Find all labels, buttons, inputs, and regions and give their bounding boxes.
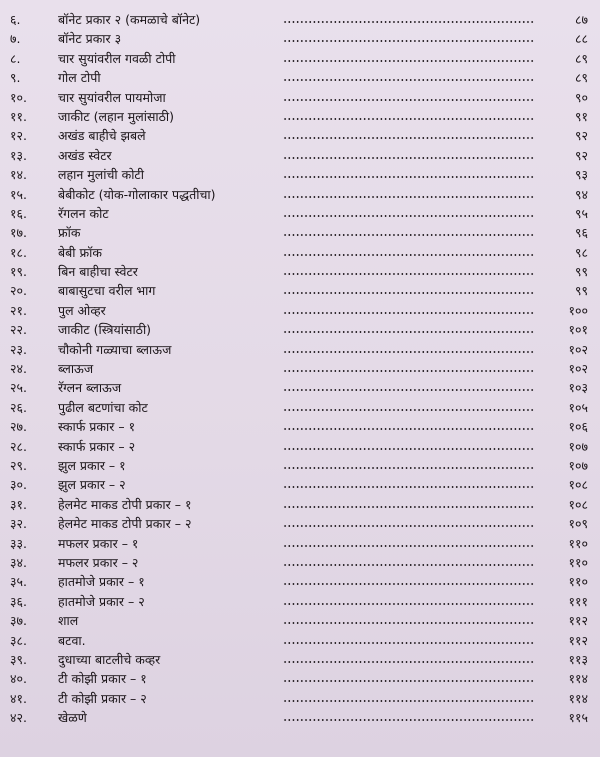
entry-title: अखंड स्वेटर (58, 147, 112, 163)
entry-number: २०. (10, 283, 27, 299)
entry-number: ३०. (10, 477, 27, 493)
entry-page-number: ८८ (574, 31, 588, 47)
entry-title: जाकीट (स्त्रियांसाठी) (58, 322, 152, 338)
dot-leader (283, 60, 535, 62)
toc-entry (0, 592, 600, 611)
dot-leader (283, 331, 535, 333)
toc-entry (0, 243, 600, 262)
toc-entry (0, 378, 600, 397)
entry-title: चार सुयांवरील गवळी टोपी (58, 50, 176, 66)
entry-page-number: ९४ (574, 186, 588, 202)
dot-leader (283, 312, 535, 314)
entry-page-number: ९९ (574, 283, 588, 299)
toc-entry (0, 708, 600, 727)
entry-number: ४१. (10, 690, 27, 706)
entry-page-number: १०१ (568, 322, 588, 338)
dot-leader (283, 234, 535, 236)
entry-title: रॅगलन कोट (58, 205, 109, 221)
entry-title: हातमोजे प्रकार – २ (58, 593, 145, 609)
toc-entry (0, 340, 600, 359)
dot-leader (283, 351, 535, 353)
toc-entry (0, 29, 600, 48)
toc-entry (0, 631, 600, 650)
toc-entry (0, 320, 600, 339)
entry-page-number: ९२ (574, 147, 588, 163)
entry-page-number: १०७ (568, 438, 588, 454)
toc-entry (0, 650, 600, 669)
dot-leader (283, 642, 535, 644)
entry-page-number: १०९ (568, 516, 588, 532)
entry-page-number: ११२ (568, 613, 588, 629)
entry-page-number: ११० (568, 554, 588, 570)
toc-entry (0, 185, 600, 204)
entry-page-number: ११० (568, 574, 588, 590)
entry-page-number: ९९ (574, 264, 588, 280)
entry-number: ३३. (10, 535, 27, 551)
toc-entry (0, 223, 600, 242)
dot-leader (283, 680, 535, 682)
entry-page-number: १०३ (568, 380, 588, 396)
entry-title: खेळणे (58, 710, 87, 726)
toc-entry (0, 611, 600, 630)
entry-page-number: ९५ (574, 205, 588, 221)
entry-number: १३. (10, 147, 27, 163)
entry-page-number: ८९ (574, 70, 588, 86)
dot-leader (283, 603, 535, 605)
entry-page-number: १०८ (568, 477, 588, 493)
dot-leader (283, 719, 535, 721)
entry-number: २४. (10, 361, 27, 377)
dot-leader (283, 525, 535, 527)
entry-number: १०. (10, 89, 27, 105)
entry-title: टी कोझी प्रकार – २ (58, 690, 147, 706)
dot-leader (283, 118, 535, 120)
entry-title: बेबीकोट (योक-गोलाकार पद्धतीचा) (58, 186, 216, 202)
entry-number: ६. (10, 12, 21, 27)
dot-leader (283, 467, 535, 469)
dot-leader (283, 254, 535, 256)
dot-leader (283, 21, 535, 23)
toc-entry (0, 126, 600, 145)
entry-title: दुधाच्या बाटलीचे कव्हर (58, 651, 161, 667)
toc-entry (0, 281, 600, 300)
entry-title: चौकोनी गळ्याचा ब्लाऊज (58, 341, 172, 357)
entry-page-number: १०७ (568, 457, 588, 473)
entry-title: पुढील बटणांचा कोट (58, 399, 148, 415)
entry-number: ३१. (10, 496, 27, 512)
entry-title: बाबासुटचा वरील भाग (58, 283, 156, 299)
entry-page-number: ११५ (568, 710, 588, 726)
toc-entry (0, 437, 600, 456)
dot-leader (283, 661, 535, 663)
entry-title: जाकीट (लहान मुलांसाठी) (58, 108, 175, 124)
dot-leader (283, 292, 535, 294)
entry-title: लहान मुलांची कोटी (58, 167, 144, 183)
toc-entry (0, 572, 600, 591)
toc-entry (0, 68, 600, 87)
entry-page-number: ८९ (574, 50, 588, 66)
entry-number: १५. (10, 186, 27, 202)
toc-entry (0, 262, 600, 281)
toc-entry (0, 456, 600, 475)
entry-number: २८. (10, 438, 27, 454)
entry-title: हातमोजे प्रकार – १ (58, 574, 145, 590)
entry-page-number: ९६ (574, 225, 588, 241)
entry-title: बेबी फ्रॉक (58, 244, 102, 260)
toc-entry (0, 514, 600, 533)
entry-number: १६. (10, 205, 27, 221)
entry-number: ३५. (10, 574, 27, 590)
entry-number: ८. (10, 50, 21, 66)
dot-leader (283, 622, 535, 624)
toc-entry (0, 107, 600, 126)
entry-title: झुल प्रकार – २ (58, 477, 126, 493)
dot-leader (283, 157, 535, 159)
entry-number: २७. (10, 419, 27, 435)
toc-entry (0, 49, 600, 68)
entry-number: २३. (10, 341, 27, 357)
entry-page-number: ९२ (574, 128, 588, 144)
dot-leader (283, 428, 535, 430)
entry-number: १८. (10, 244, 27, 260)
entry-page-number: १०० (568, 302, 588, 318)
entry-page-number: ११० (568, 535, 588, 551)
entry-title: हेलमेट माकड टोपी प्रकार – १ (58, 496, 192, 512)
toc-entry (0, 495, 600, 514)
entry-number: ३७. (10, 613, 27, 629)
toc-entry (0, 88, 600, 107)
entry-number: ७. (10, 31, 21, 47)
dot-leader (283, 40, 535, 42)
toc-entry (0, 359, 600, 378)
entry-page-number: ९३ (574, 167, 588, 183)
toc-entry (0, 398, 600, 417)
entry-title: फ्रॉक (58, 225, 81, 241)
dot-leader (283, 700, 535, 702)
entry-number: ९. (10, 70, 21, 86)
entry-title: बॉनेट प्रकार २ (कमळाचे बॉनेट) (58, 12, 201, 27)
entry-title: ब्लाऊज (58, 361, 94, 377)
entry-title: स्कार्फ प्रकार – २ (58, 438, 136, 454)
entry-number: ४०. (10, 671, 27, 687)
entry-number: २९. (10, 457, 27, 473)
entry-page-number: १०८ (568, 496, 588, 512)
dot-leader (283, 137, 535, 139)
entry-number: ११. (10, 108, 27, 124)
toc-entry (0, 417, 600, 436)
entry-number: १७. (10, 225, 27, 241)
toc-entry (0, 475, 600, 494)
entry-number: २५. (10, 380, 27, 396)
entry-page-number: १०२ (568, 361, 588, 377)
entry-number: १९. (10, 264, 27, 280)
entry-page-number: १०६ (568, 419, 588, 435)
entry-page-number: ९० (574, 89, 588, 105)
entry-number: २१. (10, 302, 27, 318)
entry-number: ३४. (10, 554, 27, 570)
entry-page-number: १०५ (568, 399, 588, 415)
entry-title: बॉनेट प्रकार ३ (58, 31, 122, 47)
toc-entry (0, 146, 600, 165)
entry-number: २२. (10, 322, 27, 338)
toc-entry (0, 204, 600, 223)
entry-title: अखंड बाहीचे झबले (58, 128, 146, 144)
entry-page-number: ११४ (568, 690, 588, 706)
table-of-contents (0, 10, 600, 727)
dot-leader (283, 506, 535, 508)
entry-title: हेलमेट माकड टोपी प्रकार – २ (58, 516, 192, 532)
entry-title: चार सुयांवरील पायमोजा (58, 89, 166, 105)
toc-entry (0, 301, 600, 320)
entry-title: बिन बाहीचा स्वेटर (58, 264, 138, 280)
dot-leader (283, 370, 535, 372)
dot-leader (283, 99, 535, 101)
entry-title: बटवा. (58, 632, 86, 648)
entry-number: ४२. (10, 710, 27, 726)
entry-number: ३८. (10, 632, 27, 648)
dot-leader (283, 176, 535, 178)
toc-entry (0, 165, 600, 184)
dot-leader (283, 583, 535, 585)
entry-number: २६. (10, 399, 27, 415)
toc-entry (0, 10, 600, 29)
dot-leader (283, 486, 535, 488)
entry-page-number: ११२ (568, 632, 588, 648)
entry-title: स्कार्फ प्रकार – १ (58, 419, 136, 435)
dot-leader (283, 389, 535, 391)
entry-number: १२. (10, 128, 27, 144)
entry-page-number: ९१ (574, 108, 588, 124)
entry-number: १४. (10, 167, 27, 183)
dot-leader (283, 273, 535, 275)
entry-page-number: १०२ (568, 341, 588, 357)
entry-title: मफलर प्रकार – २ (58, 554, 139, 570)
entry-page-number: ११३ (568, 651, 588, 667)
entry-number: ३९. (10, 651, 27, 667)
entry-title: पुल ओव्हर (58, 302, 106, 318)
dot-leader (283, 409, 535, 411)
dot-leader (283, 448, 535, 450)
entry-number: ३६. (10, 593, 27, 609)
dot-leader (283, 215, 535, 217)
toc-entry (0, 534, 600, 553)
entry-page-number: ११४ (568, 671, 588, 687)
entry-title: गोल टोपी (58, 70, 101, 86)
entry-page-number: ९८ (574, 244, 588, 260)
toc-entry (0, 553, 600, 572)
entry-title: झुल प्रकार – १ (58, 457, 126, 473)
entry-title: शाल (58, 613, 79, 629)
entry-title: रॅग्लन ब्लाऊज (58, 380, 122, 396)
entry-page-number: ८७ (574, 12, 588, 27)
entry-title: मफलर प्रकार – १ (58, 535, 139, 551)
toc-entry (0, 669, 600, 688)
entry-title: टी कोझी प्रकार – १ (58, 671, 147, 687)
dot-leader (283, 196, 535, 198)
entry-number: ३२. (10, 516, 27, 532)
dot-leader (283, 79, 535, 81)
dot-leader (283, 545, 535, 547)
toc-entry (0, 689, 600, 708)
dot-leader (283, 564, 535, 566)
entry-page-number: १११ (568, 593, 588, 609)
